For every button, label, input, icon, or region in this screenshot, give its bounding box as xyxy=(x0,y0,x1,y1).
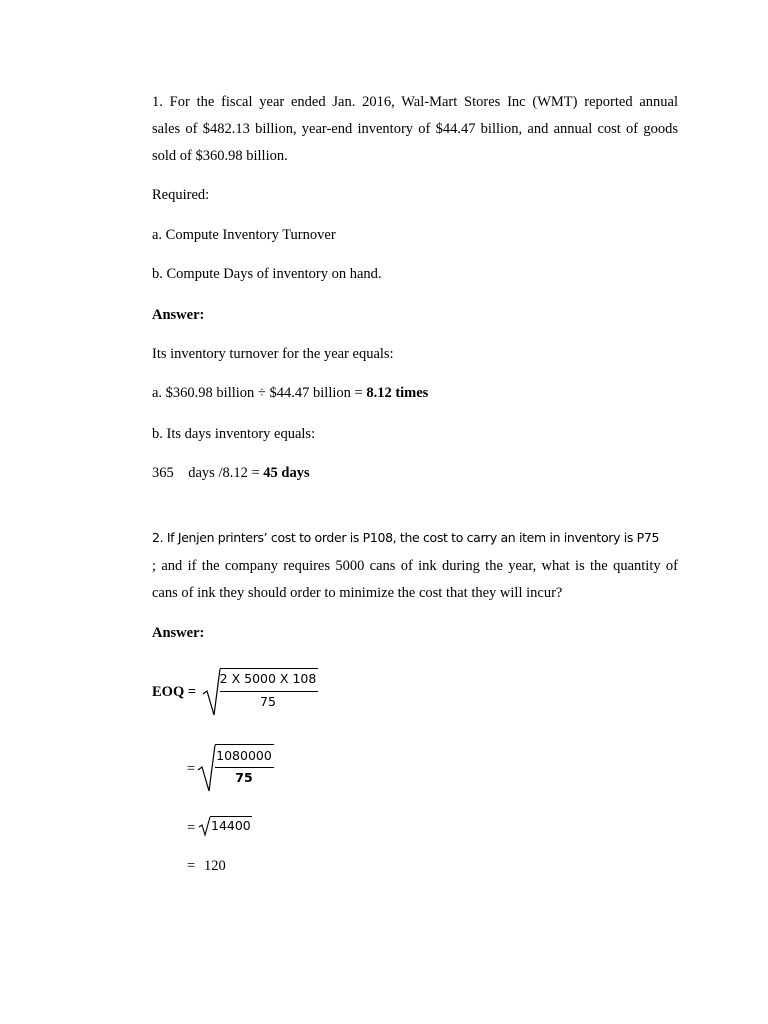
fraction-step1-numerator: 2 X 5000 X 108 xyxy=(219,671,317,686)
q1-calc-b-expression: 365 days /8.12 = xyxy=(152,465,264,481)
step3-radicand: 14400 xyxy=(211,818,251,833)
q2-text-line-3: cans of ink they should order to minimize the cost that they will incur? xyxy=(152,585,563,601)
fraction-bar-step1 xyxy=(220,691,318,692)
q1-days-intro: b. Its days inventory equals: xyxy=(152,426,316,442)
q1-answer-label: Answer: xyxy=(152,307,205,323)
eoq-label: EOQ = xyxy=(152,684,197,700)
step4-equals: = xyxy=(187,858,196,874)
q1-text-line-2: sales of $482.13 billion, year-end inventory of $44.47 billion, and annual cost of goods xyxy=(152,121,678,137)
q1-part-b: b. Compute Days of inventory on hand. xyxy=(152,266,382,282)
fraction-step1-den-wrap xyxy=(218,696,318,709)
radical-overbar-step2 xyxy=(215,744,274,745)
fraction-step2 xyxy=(213,750,275,763)
q1-turnover-intro: Its inventory turnover for the year equals: xyxy=(152,346,394,362)
fraction-step2-den-wrap xyxy=(213,772,275,785)
q1-calc-a xyxy=(152,386,428,401)
step3-equals: = xyxy=(187,820,196,836)
q1-part-a: a. Compute Inventory Turnover xyxy=(152,227,336,243)
fraction-step1-denominator: 75 xyxy=(260,694,276,709)
q1-calc-b xyxy=(152,466,310,481)
q1-text-line-1: 1. For the fiscal year ended Jan. 2016, Wal-Mart Stores Inc (WMT) reported annual xyxy=(152,94,678,110)
q2-answer-label: Answer: xyxy=(152,625,205,641)
eoq-result: 120 xyxy=(204,858,226,874)
q2-text-line-1: 2. If Jenjen printers’ cost to order is P108, the cost to carry an item in inventory is P75 xyxy=(152,530,660,545)
fraction-step2-denominator: 75 xyxy=(235,770,253,785)
radical-overbar-step1 xyxy=(220,668,318,669)
q1-calc-a-expression: a. $360.98 billion ÷ $44.47 billion = xyxy=(152,385,367,401)
q1-text-line-3: sold of $360.98 billion. xyxy=(152,148,288,164)
fraction-step1 xyxy=(218,673,318,686)
radical-overbar-step3 xyxy=(210,816,252,817)
q1-calc-b-result: 45 days xyxy=(263,465,310,481)
fraction-bar-step2 xyxy=(215,767,274,768)
radical-sign-step3 xyxy=(199,816,211,836)
fraction-step2-numerator: 1080000 xyxy=(216,748,272,763)
q1-calc-a-result: 8.12 times xyxy=(366,385,429,401)
step2-equals: = xyxy=(187,761,196,777)
q2-text-line-2: ; and if the company requires 5000 cans of ink during the year, what is the quantity of xyxy=(152,558,678,574)
q1-required-label: Required: xyxy=(152,187,210,203)
